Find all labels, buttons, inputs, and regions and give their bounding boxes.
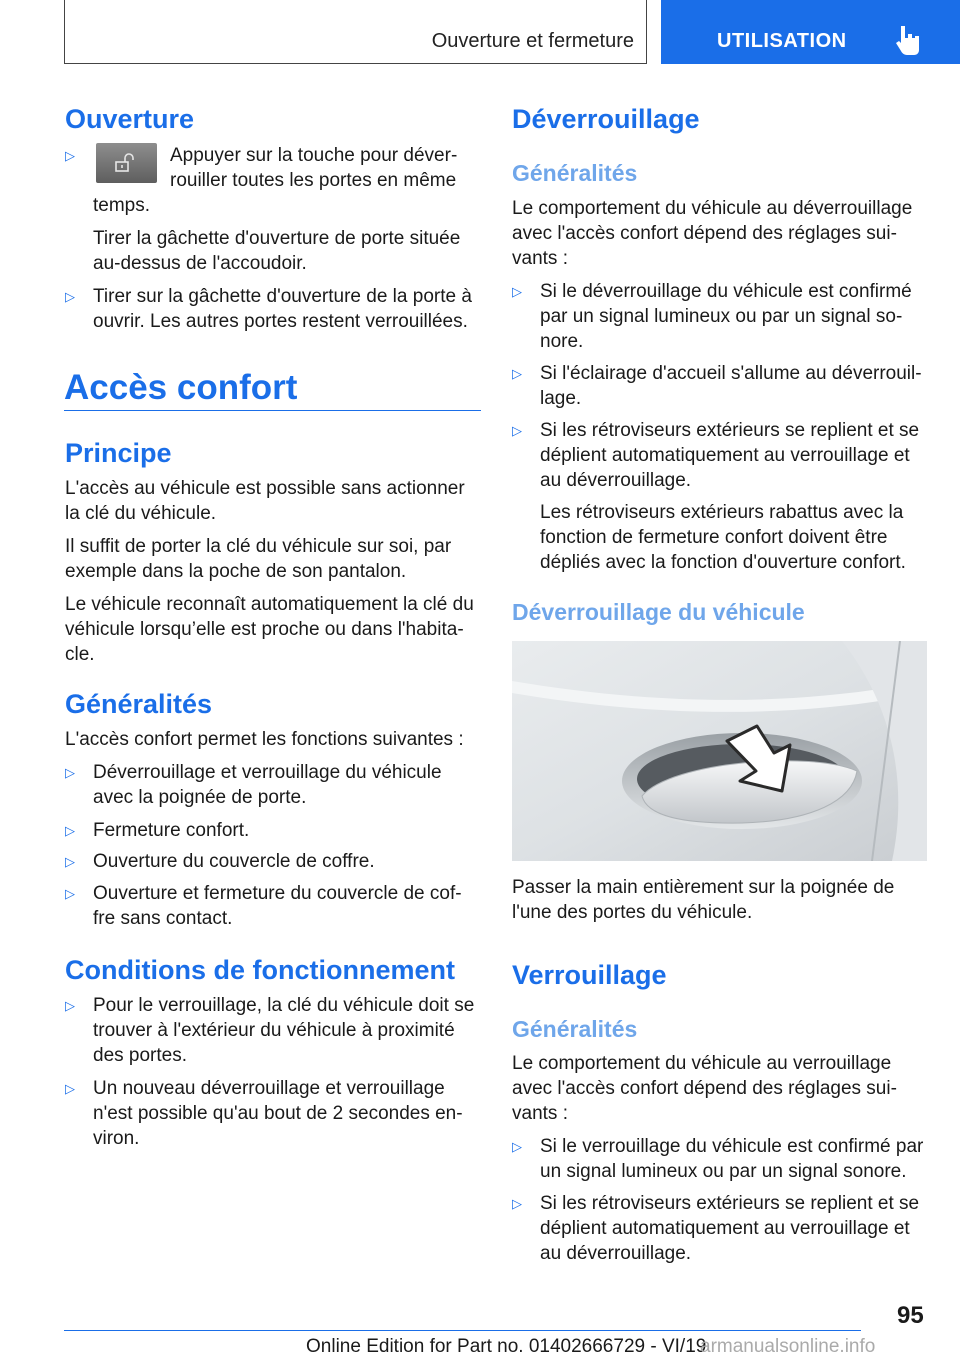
ver-intro-l1: Le comportement du véhicule au verrouillage [512,1053,892,1074]
generalites-b1-l1: Déverrouillage et verrouillage du véhicule [93,762,442,783]
principe-p2-l2: exemple dans la poche de son pantalon. [65,561,407,582]
ouverture-p-l1: Tirer la gâchette d'ouverture de porte située [93,228,461,249]
dev-intro-l2: avec l'accès confort dépend des réglages sui- [512,223,897,244]
ouverture-p-l2: au-dessus de l'accoudoir. [93,253,307,274]
unlock-button-image [96,143,157,183]
dev-extra-l1: Les rétroviseurs extérieurs rabattus avec la [540,502,904,523]
ouverture-b1-l3: temps. [93,195,151,216]
footer-rule [64,1330,861,1331]
conditions-b1-l2: trouver à l'extérieur du véhicule à proximité [93,1020,455,1041]
bullet-marker: ▷ [65,289,75,304]
bullet-marker: ▷ [65,148,75,163]
conditions-b2-l3: viron. [93,1128,140,1149]
ver-b1-l1: Si le verrouillage du véhicule est confirmé par [540,1136,924,1157]
dev-b2-l1: Si l'éclairage d'accueil s'allume au déverrouil- [540,363,922,384]
footer-edition: Online Edition for Part no. 01402666729 - VI/19 [306,1336,707,1357]
header-section-box [64,0,647,64]
bullet-marker: ▷ [512,423,522,438]
bullet-marker: ▷ [65,1081,75,1096]
dev-intro-l3: vants : [512,248,568,269]
principe-p1-l2: la clé du véhicule. [65,503,217,524]
ver-intro-l3: vants : [512,1103,568,1124]
page-number: 95 [897,1302,924,1329]
bullet-marker: ▷ [512,366,522,381]
generalites-b3-l1: Ouverture du couvercle de coffre. [93,851,375,872]
conditions-b1-l1: Pour le verrouillage, la clé du véhicule doit se [93,995,475,1016]
door-handle-photo [512,641,927,861]
heading-generalites-left: Généralités [65,689,213,719]
subheading-generalites-ver: Généralités [512,1016,638,1042]
header-chapter-label: UTILISATION [717,30,847,52]
principe-p3-l2: véhicule lorsqu’elle est proche ou dans l'habita- [65,619,464,640]
hand-pointer-icon [895,24,923,61]
generalites-b2-l1: Fermeture confort. [93,820,250,841]
dev-b3-l2: déplient automatiquement au verrouillage et [540,445,910,466]
dev-extra-l3: dépliés avec la fonction d'ouverture confort. [540,552,906,573]
dev-b1-l1: Si le déverrouillage du véhicule est confirmé [540,281,912,302]
generalites-b4-l1: Ouverture et fermeture du couvercle de cof- [93,883,462,904]
generalites-intro: L'accès confort permet les fonctions suivantes : [65,729,464,750]
bullet-marker: ▷ [512,1139,522,1154]
ver-b2-l3: au déverrouillage. [540,1243,692,1264]
bullet-marker: ▷ [65,765,75,780]
bullet-marker: ▷ [512,1196,522,1211]
ouverture-b1-l1: Appuyer sur la touche pour déver- [170,145,458,166]
principe-p3-l1: Le véhicule reconnaît automatiquement la clé du [65,594,474,615]
principe-p1-l1: L'accès au véhicule est possible sans actionner [65,478,465,499]
generalites-b4-l2: fre sans contact. [93,908,233,929]
subheading-generalites-dev: Généralités [512,160,638,186]
dev-intro-l1: Le comportement du véhicule au déverrouillage [512,198,913,219]
ver-b1-l2: un signal lumineux ou par un signal sonore. [540,1161,907,1182]
subheading-deverrouillage-vehicule: Déverrouillage du véhicule [512,599,805,625]
ver-b2-l2: déplient automatiquement au verrouillage et [540,1218,910,1239]
conditions-b2-l2: n'est possible qu'au bout de 2 secondes en- [93,1103,463,1124]
heading-verrouillage: Verrouillage [512,960,667,990]
heading-principe: Principe [65,438,172,468]
conditions-b1-l3: des portes. [93,1045,187,1066]
dev-b3-l3: au déverrouillage. [540,470,692,491]
dev-b1-l2: par un signal lumineux ou par un signal so- [540,306,903,327]
dev-caption-l2: l'une des portes du véhicule. [512,902,753,923]
bullet-marker: ▷ [65,998,75,1013]
dev-b1-l3: nore. [540,331,584,352]
heading-acces-confort: Accès confort [64,368,298,407]
header-chapter-tab [661,0,960,64]
heading-rule [64,410,481,411]
generalites-b1-l2: avec la poignée de porte. [93,787,307,808]
header-section-title: Ouverture et fermeture [431,30,634,52]
ouverture-b1-l2: rouiller toutes les portes en même [170,170,457,191]
dev-extra-l2: fonction de fermeture confort doivent être [540,527,888,548]
ouverture-b3-l2: ouvrir. Les autres portes restent verrouillées. [93,311,468,332]
dev-b2-l2: lage. [540,388,582,409]
heading-conditions: Conditions de fonctionnement [65,955,455,985]
unlock-icon [114,152,138,174]
ver-b2-l1: Si les rétroviseurs extérieurs se replient et se [540,1193,920,1214]
bullet-marker: ▷ [65,823,75,838]
bullet-marker: ▷ [65,886,75,901]
dev-b3-l1: Si les rétroviseurs extérieurs se replient et se [540,420,920,441]
principe-p3-l3: cle. [65,644,95,665]
principe-p2-l1: Il suffit de porter la clé du véhicule sur soi, par [65,536,452,557]
ouverture-b3-l1: Tirer sur la gâchette d'ouverture de la porte à [93,286,472,307]
bullet-marker: ▷ [512,284,522,299]
footer-watermark: armanualsonline.info [700,1336,876,1357]
bullet-marker: ▷ [65,854,75,869]
heading-ouverture: Ouverture [65,104,195,134]
heading-deverrouillage: Déverrouillage [512,104,700,134]
conditions-b2-l1: Un nouveau déverrouillage et verrouillage [93,1078,445,1099]
dev-caption-l1: Passer la main entièrement sur la poignée de [512,877,895,898]
ver-intro-l2: avec l'accès confort dépend des réglages sui- [512,1078,897,1099]
